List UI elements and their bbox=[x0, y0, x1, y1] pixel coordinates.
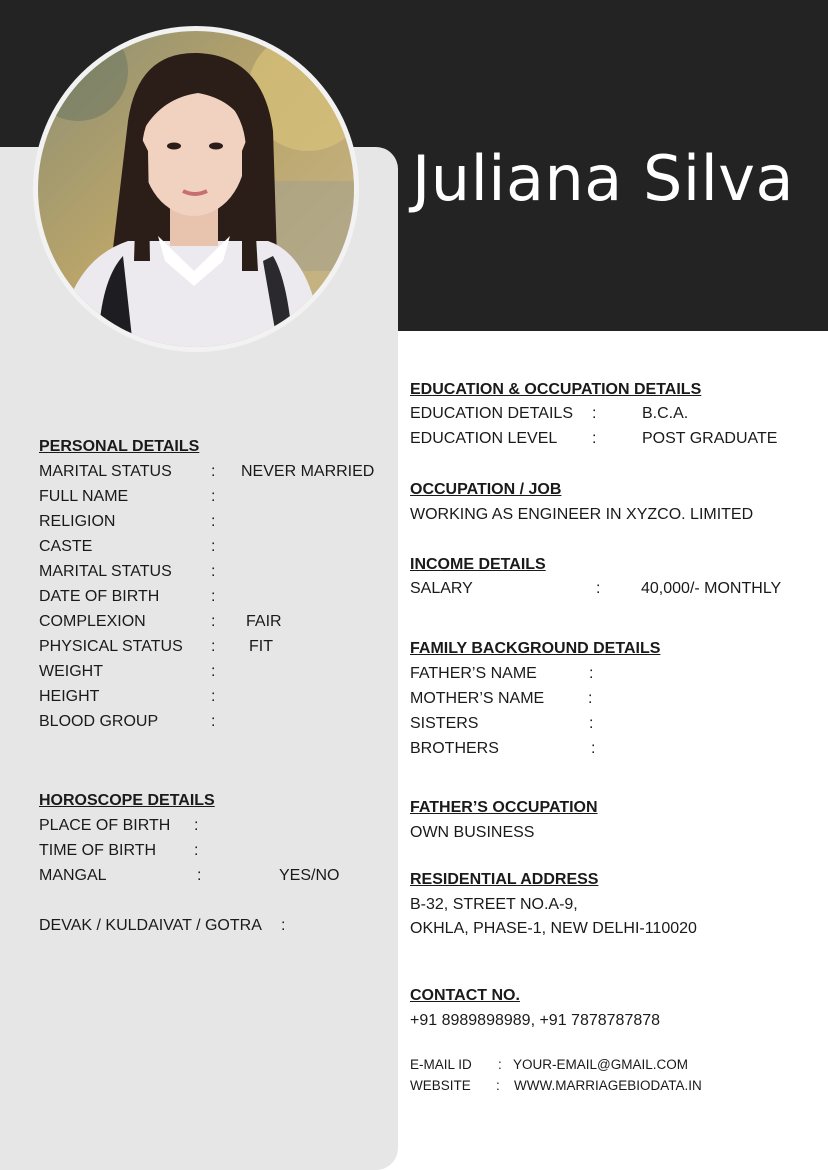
row-label: EDUCATION DETAILS bbox=[410, 405, 573, 422]
row-label: DATE OF BIRTH bbox=[39, 588, 160, 605]
income-heading: INCOME DETAILS bbox=[410, 556, 546, 573]
row-label: DEVAK / KULDAIVAT / GOTRA bbox=[39, 917, 262, 934]
website-value: WWW.MARRIAGEBIODATA.IN bbox=[514, 1078, 702, 1093]
row-colon: : bbox=[211, 488, 216, 505]
row-label: FATHER’S NAME bbox=[410, 665, 537, 682]
website-label: WEBSITE bbox=[410, 1078, 471, 1093]
candidate-name: Juliana Silva bbox=[411, 142, 794, 215]
row-label: FULL NAME bbox=[39, 488, 129, 505]
row-value: YES/NO bbox=[279, 867, 340, 884]
row-colon: : bbox=[592, 405, 597, 422]
email-colon: : bbox=[498, 1057, 502, 1072]
row-colon: : bbox=[211, 463, 216, 480]
row-value: FIT bbox=[249, 638, 273, 655]
occupation-text: WORKING AS ENGINEER IN XYZCO. LIMITED bbox=[410, 506, 754, 523]
row-label: CASTE bbox=[39, 538, 93, 555]
email-value: YOUR-EMAIL@GMAIL.COM bbox=[513, 1057, 688, 1072]
contact-phones: +91 8989898989, +91 7878787878 bbox=[410, 1012, 661, 1029]
row-label: MARITAL STATUS bbox=[39, 563, 172, 580]
row-colon: : bbox=[591, 740, 596, 757]
contact-heading: CONTACT NO. bbox=[410, 987, 520, 1004]
row-label: PHYSICAL STATUS bbox=[39, 638, 183, 655]
row-label: SALARY bbox=[410, 580, 473, 597]
row-label: RELIGION bbox=[39, 513, 116, 530]
education-heading: EDUCATION & OCCUPATION DETAILS bbox=[410, 381, 702, 398]
row-colon: : bbox=[197, 867, 202, 884]
row-colon: : bbox=[211, 588, 216, 605]
row-value: FAIR bbox=[246, 613, 282, 630]
row-label: HEIGHT bbox=[39, 688, 100, 705]
row-colon: : bbox=[281, 917, 286, 934]
horoscope-details-heading: HOROSCOPE DETAILS bbox=[39, 792, 215, 809]
row-label: BROTHERS bbox=[410, 740, 499, 757]
row-colon: : bbox=[211, 688, 216, 705]
father-occupation-text: OWN BUSINESS bbox=[410, 824, 535, 841]
row-colon: : bbox=[211, 713, 216, 730]
address-line-2: OKHLA, PHASE-1, NEW DELHI-110020 bbox=[410, 920, 697, 937]
row-label: WEIGHT bbox=[39, 663, 103, 680]
row-colon: : bbox=[588, 690, 593, 707]
row-label: COMPLEXION bbox=[39, 613, 146, 630]
row-colon: : bbox=[211, 613, 216, 630]
row-colon: : bbox=[194, 842, 199, 859]
row-colon: : bbox=[211, 538, 216, 555]
address-heading: RESIDENTIAL ADDRESS bbox=[410, 871, 599, 888]
row-value: B.C.A. bbox=[642, 405, 689, 422]
row-label: PLACE OF BIRTH bbox=[39, 817, 171, 834]
row-colon: : bbox=[194, 817, 199, 834]
personal-details-heading: PERSONAL DETAILS bbox=[39, 438, 200, 455]
row-label: TIME OF BIRTH bbox=[39, 842, 157, 859]
row-colon: : bbox=[211, 563, 216, 580]
row-colon: : bbox=[211, 663, 216, 680]
email-label: E-MAIL ID bbox=[410, 1057, 472, 1072]
occupation-heading: OCCUPATION / JOB bbox=[410, 481, 562, 498]
row-label: MARITAL STATUS bbox=[39, 463, 172, 480]
row-value: POST GRADUATE bbox=[642, 430, 778, 447]
row-value: 40,000/- MONTHLY bbox=[641, 580, 782, 597]
row-label: MOTHER’S NAME bbox=[410, 690, 545, 707]
family-heading: FAMILY BACKGROUND DETAILS bbox=[410, 640, 661, 657]
row-colon: : bbox=[589, 665, 594, 682]
row-colon: : bbox=[589, 715, 594, 732]
row-label: BLOOD GROUP bbox=[39, 713, 159, 730]
father-occupation-heading: FATHER’S OCCUPATION bbox=[410, 799, 598, 816]
row-label: EDUCATION LEVEL bbox=[410, 430, 558, 447]
row-colon: : bbox=[592, 430, 597, 447]
row-label: MANGAL bbox=[39, 867, 107, 884]
row-colon: : bbox=[596, 580, 601, 597]
address-line-1: B-32, STREET NO.A-9, bbox=[410, 896, 578, 913]
row-colon: : bbox=[211, 513, 216, 530]
row-value: NEVER MARRIED bbox=[241, 463, 375, 480]
row-colon: : bbox=[211, 638, 216, 655]
row-label: SISTERS bbox=[410, 715, 479, 732]
website-colon: : bbox=[496, 1078, 500, 1093]
profile-photo bbox=[38, 31, 354, 347]
